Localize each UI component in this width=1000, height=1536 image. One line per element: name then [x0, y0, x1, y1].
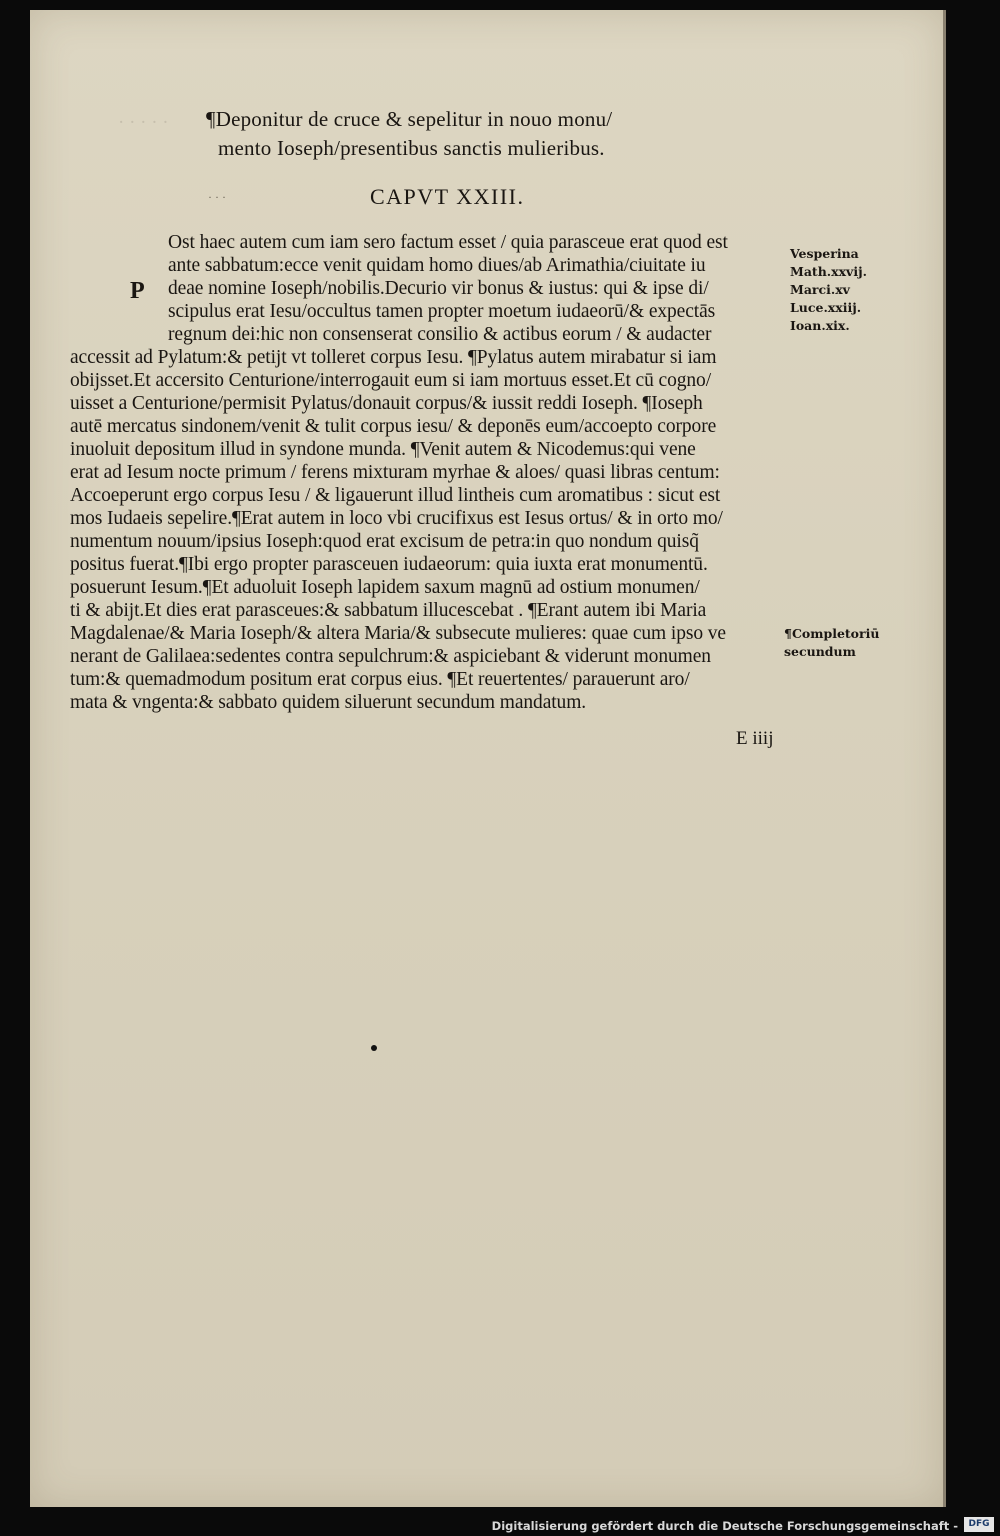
signature-mark: E iiij	[736, 728, 774, 749]
text-line: ti & abijt.Et dies erat parasceues:& sabbatum illucescebat . ¶Erant autem ibi Maria	[70, 600, 707, 621]
dfg-logo: DFG	[964, 1517, 994, 1532]
initial-letter: P	[130, 278, 145, 304]
text-line: mata & vngenta:& sabbato quidem siluerunt secundum mandatum.	[70, 692, 587, 713]
digitization-footer	[0, 1514, 1000, 1536]
text-line: inuoluit depositum illud in syndone munda. ¶Venit autem & Nicodemus:qui vene	[70, 439, 696, 460]
text-line: erat ad Iesum nocte primum / ferens mixturam myrhae & aloes/ quasi libras centum:	[70, 462, 720, 483]
marginal-note: secundum	[784, 644, 856, 659]
text-line: accessit ad Pylatum:& petijt vt tolleret corpus Iesu. ¶Pylatus autem mirabatur si iam	[70, 347, 717, 368]
text-line: ante sabbatum:ecce venit quidam homo diues/ab Arimathia/ciuitate iu	[168, 255, 706, 276]
marginal-note: Vesperina	[790, 246, 859, 261]
marginal-note: Ioan.xix.	[790, 318, 850, 333]
chapter-title: CAPVT XXIII.	[370, 184, 525, 209]
marginal-note: Luce.xxiij.	[790, 300, 862, 315]
text-line: tum:& quemadmodum positum erat corpus eius. ¶Et reuertentes/ parauerunt aro/	[70, 669, 690, 690]
text-line: Ost haec autem cum iam sero factum esset / quia parasceue erat quod est	[168, 232, 728, 253]
text-line: Magdalenae/& Maria Ioseph/& altera Maria/& subsecute mulieres: quae cum ipso ve	[70, 623, 726, 644]
text-line: numentum nouum/ipsius Ioseph:quod erat excisum de petra:in quo nondum quisq̃	[70, 531, 699, 552]
book-page	[30, 10, 943, 1507]
text-line: posuerunt Iesum.¶Et aduoluit Ioseph lapidem saxum magnū ad ostium monumen/	[70, 577, 700, 598]
text-line: Accoeperunt ergo corpus Iesu / & ligauerunt illud lintheis cum aromatibus : sicut est	[70, 485, 721, 506]
page-edge	[943, 10, 946, 1507]
marginal-note: ¶Completoriū	[784, 626, 880, 641]
section-heading-line-2: mento Ioseph/presentibus sanctis mulieribus.	[218, 136, 605, 160]
ink-speck	[371, 1045, 377, 1051]
show-through-text: · · · · ·	[118, 112, 169, 133]
text-line: scipulus erat Iesu/occultus tamen propter moetum iudaeorū/& expectās	[168, 301, 716, 322]
text-line: uisset a Centurione/permisit Pylatus/donauit corpus/& iussit reddi Ioseph. ¶Ioseph	[70, 393, 703, 414]
text-line: deae nomine Ioseph/nobilis.Decurio vir bonus & iustus: qui & ipse di/	[168, 278, 709, 299]
text-line: regnum dei:hic non consenserat consilio & actibus eorum / & audacter	[168, 324, 712, 345]
text-line: mos Iudaeis sepelire.¶Erat autem in loco vbi crucifixus est Iesus ortus/ & in orto mo/	[70, 508, 723, 529]
footer-credit: Digitalisierung gefördert durch die Deutsche Forschungsgemeinschaft -	[491, 1519, 958, 1533]
marginal-note: Marci.xv	[790, 282, 850, 297]
ornament-dots: · · ·	[208, 190, 226, 204]
text-line: positus fuerat.¶Ibi ergo propter parasceuen iudaeorum: quia iuxta erat monumentū.	[70, 554, 708, 575]
text-line: nerant de Galilaea:sedentes contra sepulchrum:& aspiciebant & viderunt monumen	[70, 646, 711, 667]
text-line: autē mercatus sindonem/venit & tulit corpus iesu/ & deponēs eum/accoepto corpore	[70, 416, 717, 437]
text-line: obijsset.Et accersito Centurione/interrogauit eum si iam mortuus esset.Et cū cogno/	[70, 370, 712, 391]
marginal-note: Math.xxvij.	[790, 264, 867, 279]
section-heading-line-1: ¶Deponitur de cruce & sepelitur in nouo monu/	[206, 107, 613, 131]
